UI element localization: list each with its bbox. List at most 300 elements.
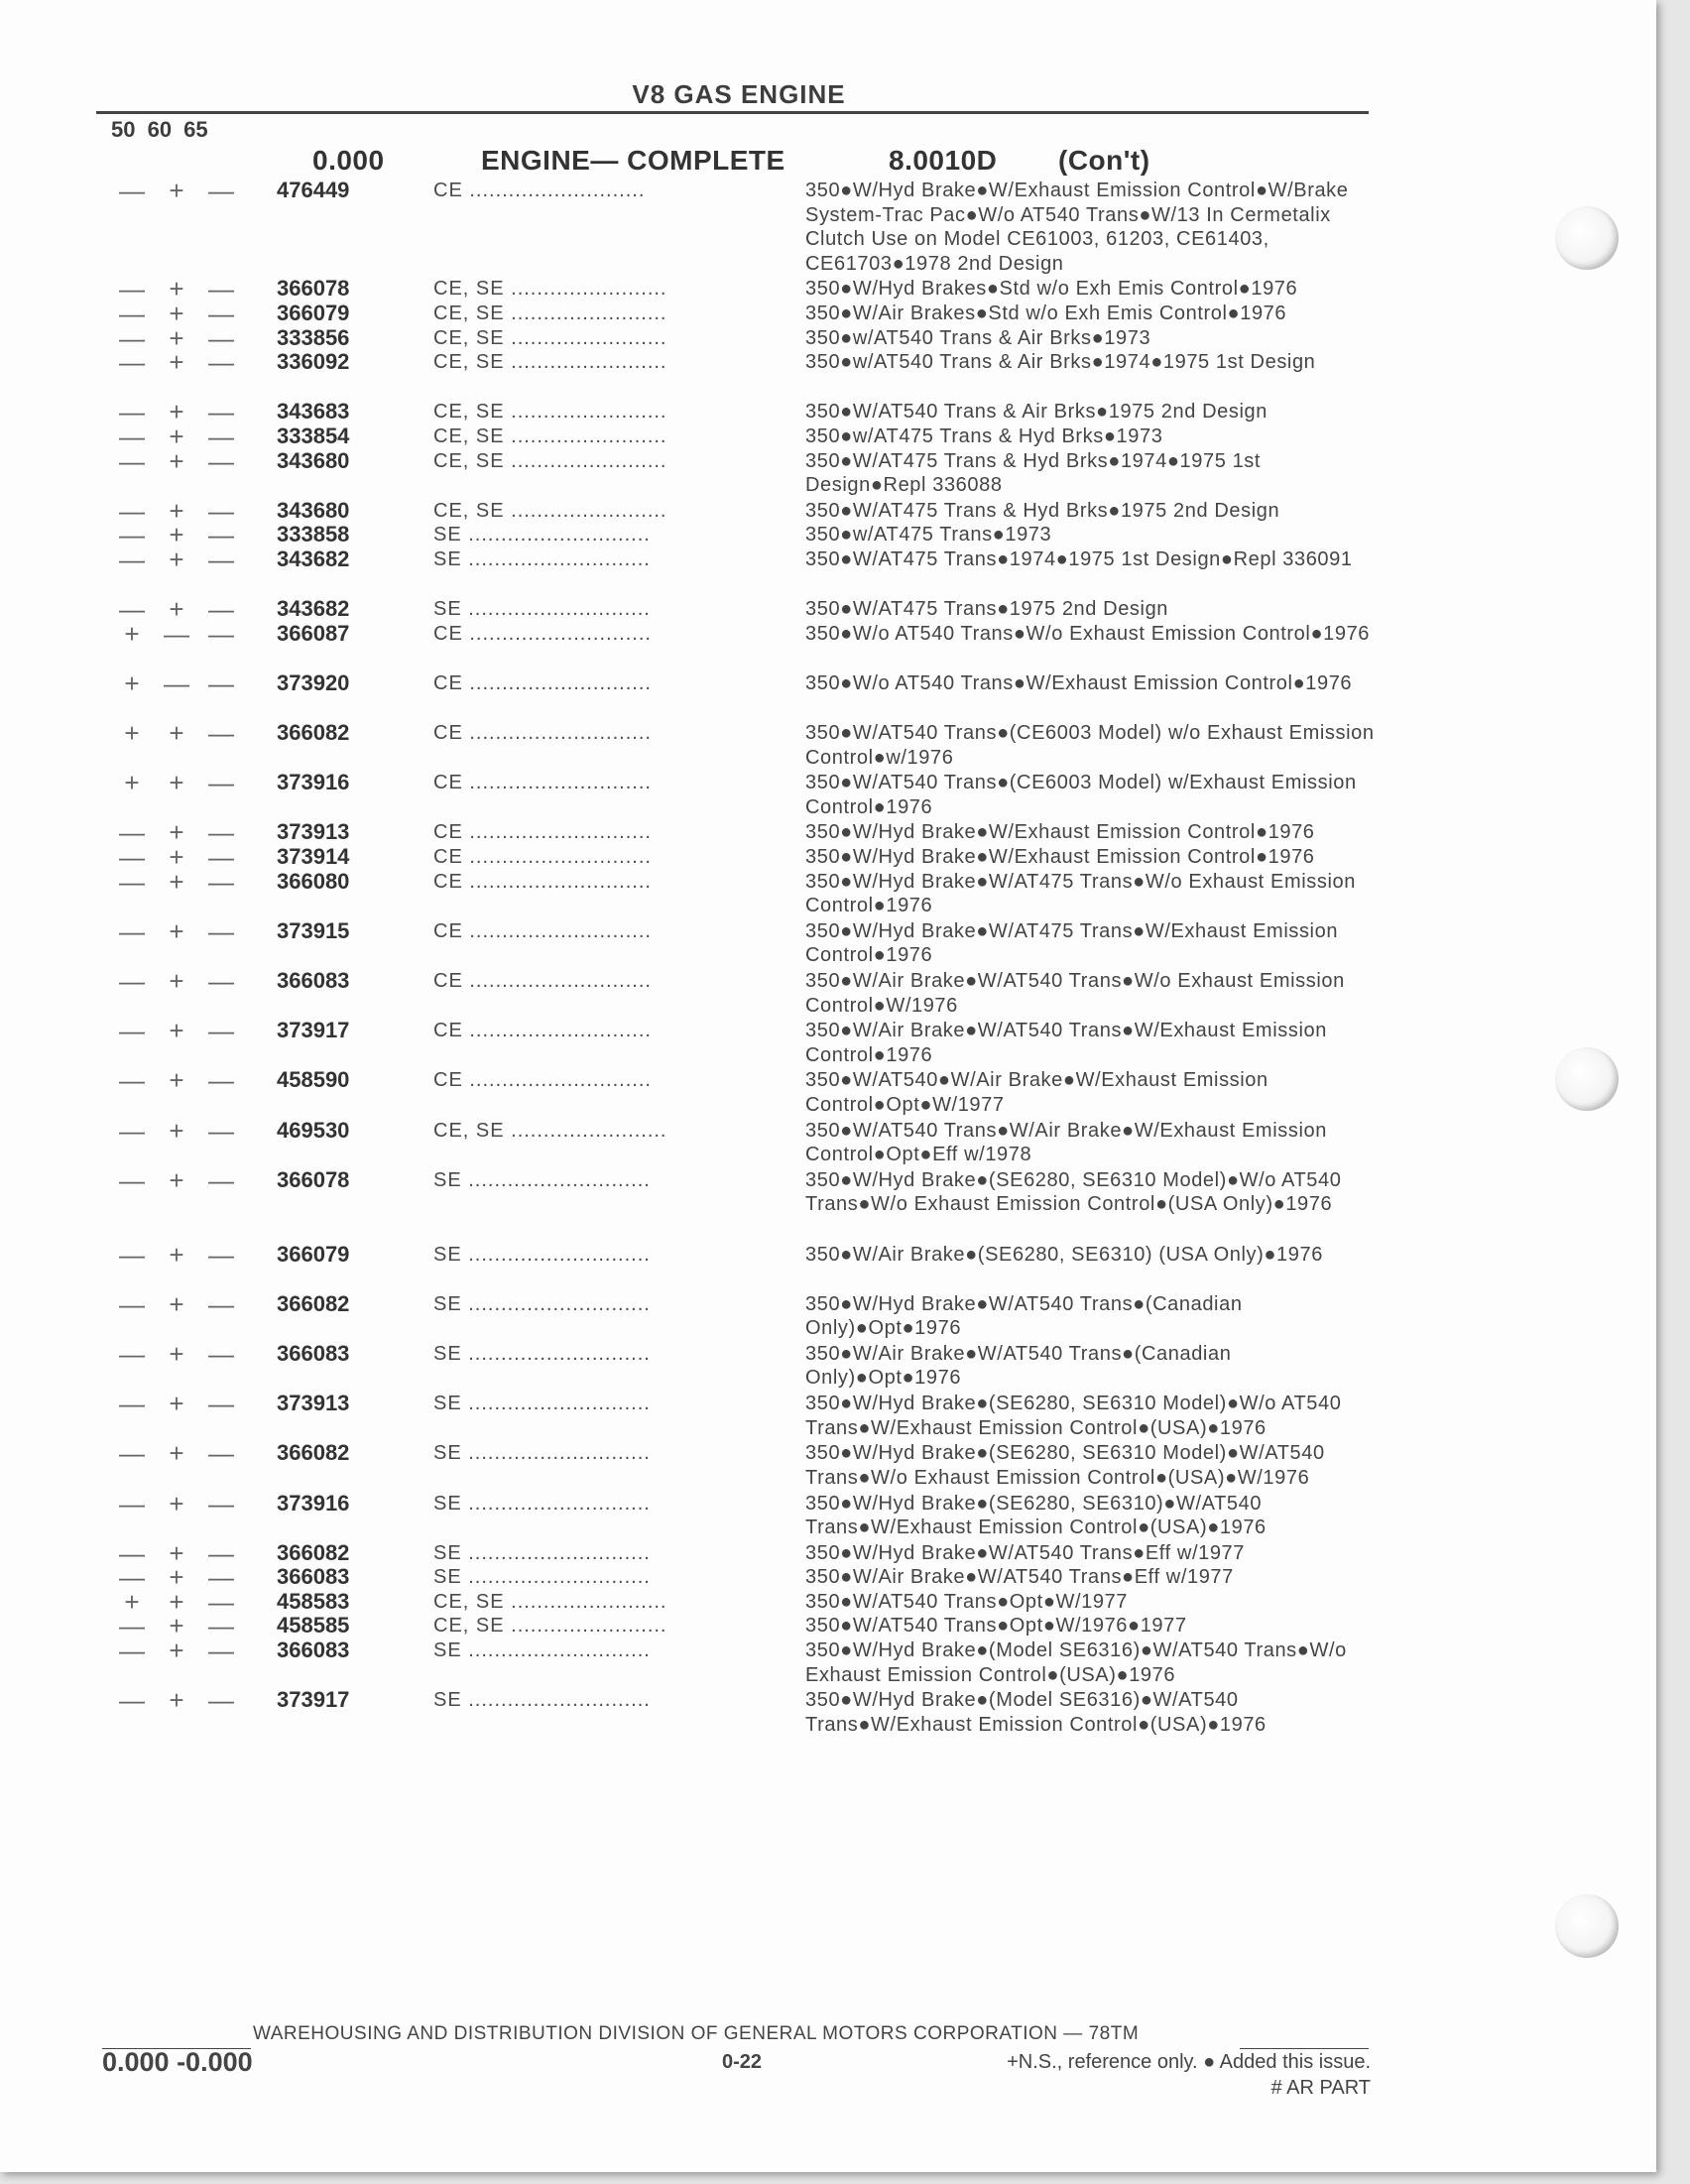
year-mark: — [119, 298, 145, 328]
model-year-columns: 50 60 65 [111, 117, 208, 142]
model-year-marks [117, 1288, 236, 1319]
model-year-marks [117, 1438, 236, 1469]
part-description: 350●w/AT540 Trans & Air Brks●1974●1975 1st Design [805, 351, 1316, 374]
table-row [0, 768, 1656, 820]
part-number: 366082 [277, 720, 350, 746]
model-year-marks [117, 520, 236, 550]
year-mark: — [208, 347, 234, 378]
model-code: SE ............................ [433, 524, 651, 546]
year-mark: — [208, 1164, 234, 1195]
year-mark: — [119, 1488, 145, 1518]
year-mark: + [169, 322, 184, 353]
part-number: 373916 [277, 770, 350, 795]
part-description: 350●W/Hyd Brake●W/Exhaust Emission Control●1976 [805, 846, 1315, 869]
part-description: 350●W/AT540 Trans●Opt●W/1976●1977 [805, 1615, 1187, 1638]
year-mark: — [119, 322, 145, 353]
part-description: 350●W/AT475 Trans●1975 2nd Design [805, 598, 1169, 621]
part-description: 350●W/AT475 Trans & Hyd Brks●1974●1975 1st Design●Repl 336088 [805, 449, 1262, 497]
year-mark: — [119, 520, 145, 550]
table-row [0, 1638, 1656, 1688]
part-number: 366082 [277, 1539, 350, 1565]
model-code: CE, SE ........................ [433, 326, 667, 349]
part-description: 350●W/Hyd Brakes●Std w/o Exh Emis Control●1976 [805, 278, 1298, 301]
year-mark: — [208, 618, 234, 649]
table-row [0, 842, 1656, 873]
table-row [0, 1685, 1656, 1738]
model-code: CE ............................ [433, 622, 652, 645]
part-number: 343680 [277, 447, 350, 473]
model-year-marks [117, 1065, 236, 1096]
year-mark: — [208, 1065, 234, 1096]
year-mark: + [169, 298, 184, 328]
model-code: CE ............................ [433, 846, 652, 869]
table-row [0, 1164, 1656, 1243]
year-mark: — [208, 397, 234, 427]
model-code: CE ............................ [433, 772, 652, 794]
footer-note-line2: # AR PART [1270, 2077, 1371, 2099]
part-number: 333854 [277, 423, 350, 448]
footer-note-line1: +N.S., reference only. ● Added this issue. [1007, 2051, 1371, 2073]
year-mark: + [169, 176, 184, 205]
parts-list [0, 176, 1656, 1738]
model-code: CE, SE ........................ [433, 449, 667, 472]
page-number: 0-22 [722, 2051, 763, 2073]
part-number: 373915 [277, 917, 350, 943]
model-code: SE ............................ [433, 1689, 651, 1712]
year-mark: — [119, 1611, 145, 1641]
part-description: 350●W/Hyd Brake●(SE6280, SE6310)●W/AT540 Trans●W/Exhaust Emission Control●(USA)●1976 [805, 1492, 1267, 1538]
model-year-marks [117, 495, 236, 526]
year-mark: — [208, 1338, 234, 1369]
year-mark: — [119, 347, 145, 378]
part-number: 366079 [277, 300, 350, 325]
year-mark: + [169, 1338, 184, 1369]
model-code: SE ............................ [433, 1492, 651, 1515]
table-row [0, 594, 1656, 625]
table-row [0, 817, 1656, 848]
part-description: 350●W/Air Brake●W/AT540 Trans●(Canadian Only)●Opt●1976 [805, 1342, 1232, 1390]
part-description: 350●W/AT475 Trans & Hyd Brks●1975 2nd Design [805, 499, 1280, 522]
part-number: 476449 [277, 178, 350, 202]
part-description: 350●W/Air Brake●W/AT540 Trans●W/o Exhaust Emission Control●W/1976 [805, 970, 1345, 1017]
model-year-marks [117, 322, 236, 353]
table-row [0, 915, 1656, 969]
year-mark: + [169, 1164, 184, 1195]
year-mark: — [208, 1685, 234, 1716]
year-mark: — [208, 445, 234, 476]
year-mark: + [169, 1239, 184, 1270]
year-mark: + [169, 445, 184, 476]
year-mark: + [124, 718, 140, 749]
year-mark: — [119, 915, 145, 946]
part-description: 350●w/AT540 Trans & Air Brks●1973 [805, 326, 1151, 349]
year-mark: — [119, 421, 145, 451]
part-number: 458585 [277, 1613, 350, 1638]
footer-legend [873, 2049, 1371, 2101]
year-mark: + [169, 1016, 184, 1046]
model-code: SE ............................ [433, 1168, 651, 1191]
year-mark: + [169, 1389, 184, 1419]
year-mark: — [208, 1438, 234, 1469]
year-mark: — [119, 544, 145, 574]
model-code: SE ............................ [433, 1442, 651, 1465]
model-code: CE, SE ........................ [433, 499, 667, 522]
part-number: 458583 [277, 1588, 350, 1614]
part-description: 350●W/AT540●W/Air Brake●W/Exhaust Emission Control●Opt●W/1977 [805, 1069, 1268, 1116]
year-mark: — [208, 594, 234, 625]
table-row [0, 1488, 1656, 1541]
reference-number: 8.0010D [889, 145, 998, 176]
year-mark: + [169, 1537, 184, 1568]
model-year-marks [117, 421, 236, 451]
part-number: 366078 [277, 276, 350, 302]
part-description: 350●W/AT540 Trans●(CE6003 Model) w/Exhaust Emission Control●1976 [805, 772, 1357, 818]
part-description: 350●W/Hyd Brake●W/AT475 Trans●W/Exhaust Emission Control●1976 [805, 919, 1339, 967]
year-mark: — [208, 966, 234, 997]
part-number: 366087 [277, 620, 350, 646]
year-mark: — [208, 1288, 234, 1319]
model-year-marks [117, 1537, 236, 1568]
model-code: CE, SE ........................ [433, 351, 667, 374]
part-description: 350●W/Hyd Brake●W/AT475 Trans●W/o Exhaust Emission Control●1976 [805, 870, 1356, 917]
binder-hole-bottom [1555, 1894, 1619, 1958]
model-year-marks [117, 1611, 236, 1641]
year-mark: — [208, 667, 234, 698]
year-mark: — [208, 1115, 234, 1146]
part-description: 350●W/AT540 Trans●W/Air Brake●W/Exhaust Emission Control●Opt●Eff w/1978 [805, 1119, 1327, 1166]
year-mark: + [169, 966, 184, 997]
model-year-marks [117, 718, 236, 749]
page-title: V8 GAS ENGINE [632, 79, 846, 109]
year-mark: + [169, 915, 184, 946]
year-mark: — [119, 1389, 145, 1419]
year-mark: — [164, 618, 189, 649]
model-year-marks [117, 274, 236, 304]
binder-hole-middle [1555, 1047, 1619, 1111]
part-number: 373916 [277, 1490, 350, 1516]
part-description: 350●W/AT475 Trans●1974●1975 1st Design●Repl 336091 [805, 547, 1353, 570]
model-year-marks [117, 397, 236, 427]
year-mark: — [208, 322, 234, 353]
table-row [0, 1288, 1656, 1342]
model-year-marks [117, 1115, 236, 1146]
table-row [0, 347, 1656, 400]
model-code: CE ............................ [433, 919, 652, 942]
model-year-marks [117, 1562, 236, 1593]
part-description: 350●W/Hyd Brake●W/AT540 Trans●(Canadian Only)●Opt●1976 [805, 1292, 1243, 1340]
table-row [0, 520, 1656, 550]
year-mark: + [169, 1065, 184, 1096]
part-number: 366079 [277, 1241, 350, 1267]
year-mark: — [208, 718, 234, 749]
model-code: SE ............................ [433, 547, 651, 570]
model-code: SE ............................ [433, 1639, 651, 1662]
year-mark: + [169, 1438, 184, 1469]
year-mark: — [208, 274, 234, 304]
footer-division: WAREHOUSING AND DISTRIBUTION DIVISION OF GENERAL MOTORS CORPORATION — 78TM [253, 2023, 1140, 2044]
model-code: SE ............................ [433, 1292, 651, 1315]
part-description: 350●w/AT475 Trans●1973 [805, 524, 1052, 546]
year-mark: — [208, 1636, 234, 1666]
year-mark: — [164, 667, 189, 698]
table-row [0, 397, 1656, 427]
part-description: 350●W/Hyd Brake●(Model SE6316)●W/AT540 Trans●W/o Exhaust Emission Control●(USA)●1976 [805, 1639, 1347, 1686]
year-mark: + [169, 421, 184, 451]
year-mark: — [119, 274, 145, 304]
part-description: 350●W/Air Brake●W/AT540 Trans●Eff w/1977 [805, 1566, 1234, 1589]
year-mark: — [208, 817, 234, 848]
year-mark: + [169, 1636, 184, 1666]
table-row [0, 1016, 1656, 1068]
table-row [0, 667, 1656, 721]
year-mark: — [119, 1288, 145, 1319]
table-row [0, 445, 1656, 499]
year-mark: + [169, 274, 184, 304]
model-year-marks [117, 298, 236, 328]
table-row [0, 1611, 1656, 1641]
year-mark: + [169, 1611, 184, 1641]
part-number: 336092 [277, 349, 350, 375]
part-description: 350●W/Hyd Brake●(SE6280, SE6310 Model)●W/o AT540 Trans●W/o Exhaust Emission Control●(USA Only)●1976 [805, 1168, 1342, 1216]
table-row [0, 421, 1656, 451]
year-mark: — [208, 768, 234, 798]
table-row [0, 544, 1656, 597]
model-code: CE, SE ........................ [433, 302, 667, 324]
year-mark: — [119, 1338, 145, 1369]
year-mark: — [208, 866, 234, 897]
model-code: SE ............................ [433, 1566, 651, 1589]
part-number: 366080 [277, 868, 350, 894]
model-year-marks [117, 1685, 236, 1716]
year-mark: + [169, 1685, 184, 1716]
table-row [0, 1562, 1656, 1593]
part-number: 366083 [277, 1564, 350, 1590]
part-number: 366078 [277, 1166, 350, 1192]
model-year-marks [117, 966, 236, 997]
year-mark: — [208, 1562, 234, 1593]
year-mark: + [169, 544, 184, 574]
year-mark: + [169, 866, 184, 897]
model-code: SE ............................ [433, 1243, 651, 1266]
model-code: CE, SE ........................ [433, 1615, 667, 1638]
part-number: 343680 [277, 497, 350, 523]
model-year-marks [117, 842, 236, 873]
year-mark: — [208, 1389, 234, 1419]
year-mark: — [208, 1537, 234, 1568]
year-mark: — [208, 520, 234, 550]
model-year-marks [117, 768, 236, 798]
part-description: 350●W/Hyd Brake●W/Exhaust Emission Control●W/Brake System-Trac Pac●W/o AT540 Trans●W/13 In Cermetalix Clutch Use on Model CE61003, 61203, CE61403, CE61703●1978 2nd Design [805, 180, 1349, 275]
model-code: CE, SE ........................ [433, 278, 667, 301]
part-number: 373917 [277, 1687, 350, 1713]
year-mark: + [169, 347, 184, 378]
table-row [0, 1389, 1656, 1441]
model-year-marks [117, 1338, 236, 1369]
model-code: CE ............................ [433, 870, 652, 893]
year-mark: — [119, 842, 145, 873]
model-code: CE ............................ [433, 1020, 652, 1042]
part-description: 350●W/Hyd Brake●W/AT540 Trans●Eff w/1977 [805, 1541, 1246, 1564]
model-year-marks [117, 1239, 236, 1270]
part-number: 366083 [277, 1340, 350, 1366]
part-number: 366083 [277, 968, 350, 994]
model-year-marks [117, 618, 236, 649]
model-code: SE ............................ [433, 1541, 651, 1564]
year-mark: — [119, 176, 145, 205]
table-row [0, 1239, 1656, 1292]
model-year-marks [117, 176, 236, 205]
part-number: 373913 [277, 819, 350, 845]
year-mark: — [119, 1016, 145, 1046]
year-mark: — [119, 495, 145, 526]
year-mark: — [208, 544, 234, 574]
year-mark: — [208, 1016, 234, 1046]
year-mark: + [169, 495, 184, 526]
year-mark: — [119, 1537, 145, 1568]
part-description: 350●W/Hyd Brake●W/Exhaust Emission Control●1976 [805, 821, 1315, 844]
year-mark: + [169, 817, 184, 848]
model-year-marks [117, 915, 236, 946]
table-row [0, 274, 1656, 304]
table-row [0, 322, 1656, 353]
year-mark: — [208, 1586, 234, 1617]
table-row [0, 966, 1656, 1019]
footer-group-range: 0.000 -0.000 [102, 2047, 253, 2077]
year-mark: — [119, 1685, 145, 1716]
part-number: 343683 [277, 399, 350, 425]
part-number: 333858 [277, 522, 350, 547]
year-mark: — [208, 298, 234, 328]
year-mark: — [119, 1562, 145, 1593]
model-year-marks [117, 594, 236, 625]
year-mark: — [119, 1636, 145, 1666]
year-mark: — [119, 1239, 145, 1270]
table-row [0, 1115, 1656, 1168]
group-number: 0.000 [312, 145, 385, 176]
table-row [0, 1338, 1656, 1392]
year-mark: — [208, 1239, 234, 1270]
part-description: 350●W/AT540 Trans●Opt●W/1977 [805, 1590, 1129, 1613]
table-row [0, 298, 1656, 328]
year-mark: — [119, 1115, 145, 1146]
part-description: 350●W/o AT540 Trans●W/Exhaust Emission Control●1976 [805, 671, 1353, 694]
model-year-marks [117, 1488, 236, 1518]
part-number: 373917 [277, 1018, 350, 1043]
part-description: 350●W/Hyd Brake●(SE6280, SE6310 Model)●W/AT540 Trans●W/o Exhaust Emission Control●(USA)●W/1976 [805, 1442, 1325, 1489]
part-number: 343682 [277, 546, 350, 571]
year-mark: + [124, 667, 140, 698]
year-mark: — [208, 842, 234, 873]
part-number: 366082 [277, 1290, 350, 1316]
year-mark: — [119, 1438, 145, 1469]
year-mark: — [119, 594, 145, 625]
part-description: 350●W/Hyd Brake●(Model SE6316)●W/AT540 Trans●W/Exhaust Emission Control●(USA)●1976 [805, 1689, 1267, 1736]
part-description: 350●W/Air Brake●W/AT540 Trans●W/Exhaust Emission Control●1976 [805, 1020, 1327, 1066]
table-row [0, 1065, 1656, 1118]
year-mark: — [119, 866, 145, 897]
continued-label: (Con't) [1058, 145, 1150, 176]
binder-hole-top [1555, 206, 1619, 270]
model-code: CE ............................ [433, 722, 652, 745]
part-number: 373913 [277, 1391, 350, 1416]
model-code: SE ............................ [433, 598, 651, 621]
year-mark: — [208, 176, 234, 205]
model-year-marks [117, 1636, 236, 1666]
model-year-marks [117, 866, 236, 897]
model-year-marks [117, 1389, 236, 1419]
year-mark: + [124, 768, 140, 798]
part-description: 350●W/Air Brakes●Std w/o Exh Emis Control●1976 [805, 302, 1287, 324]
model-code: CE ........................... [433, 180, 646, 201]
year-mark: + [169, 1288, 184, 1319]
part-description: 350●W/Hyd Brake●(SE6280, SE6310 Model)●W/o AT540 Trans●W/Exhaust Emission Control●(USA)●1976 [805, 1393, 1342, 1439]
model-code: CE ............................ [433, 970, 652, 993]
year-mark: + [169, 1488, 184, 1518]
table-row [0, 1438, 1656, 1491]
year-mark: — [208, 421, 234, 451]
table-row [0, 718, 1656, 771]
model-code: CE ............................ [433, 671, 652, 694]
year-mark: + [169, 397, 184, 427]
part-number: 373920 [277, 669, 350, 695]
year-mark: + [169, 1115, 184, 1146]
part-number: 469530 [277, 1117, 350, 1143]
model-code: CE, SE ........................ [433, 1590, 667, 1613]
year-mark: — [119, 1065, 145, 1096]
year-mark: — [208, 915, 234, 946]
model-code: SE ............................ [433, 1342, 651, 1365]
model-code: CE ............................ [433, 821, 652, 844]
year-mark: + [169, 718, 184, 749]
part-number: 366082 [277, 1440, 350, 1466]
model-year-marks [117, 667, 236, 698]
model-year-marks [117, 1586, 236, 1617]
part-number: 343682 [277, 596, 350, 622]
year-mark: — [119, 817, 145, 848]
part-description: 350●W/AT540 Trans & Air Brks●1975 2nd Design [805, 401, 1268, 424]
part-description: 350●w/AT475 Trans & Hyd Brks●1973 [805, 425, 1163, 447]
group-name: ENGINE— COMPLETE [481, 145, 785, 176]
part-number: 373914 [277, 844, 350, 870]
title-rule [96, 111, 1369, 114]
year-mark: — [208, 1611, 234, 1641]
model-code: CE, SE ........................ [433, 1119, 667, 1142]
year-mark: — [119, 445, 145, 476]
model-year-marks [117, 1016, 236, 1046]
part-description: 350●W/Air Brake●(SE6280, SE6310) (USA Only)●1976 [805, 1243, 1323, 1266]
year-mark: + [124, 618, 140, 649]
year-mark: + [169, 768, 184, 798]
year-mark: + [169, 1586, 184, 1617]
table-row [0, 618, 1656, 671]
year-mark: + [124, 1586, 140, 1617]
model-code: CE, SE ........................ [433, 425, 667, 447]
model-year-marks [117, 544, 236, 574]
table-row [0, 866, 1656, 919]
year-mark: + [169, 594, 184, 625]
part-number: 366083 [277, 1638, 350, 1663]
year-mark: — [119, 966, 145, 997]
table-row [0, 1586, 1656, 1617]
model-year-marks [117, 445, 236, 476]
year-mark: — [208, 1488, 234, 1518]
model-code: SE ............................ [433, 1393, 651, 1415]
year-mark: + [169, 1562, 184, 1593]
model-code: CE ............................ [433, 1069, 652, 1092]
model-year-marks [117, 817, 236, 848]
table-row [0, 1537, 1656, 1568]
part-description: 350●W/AT540 Trans●(CE6003 Model) w/o Exhaust Emission Control●w/1976 [805, 722, 1375, 769]
